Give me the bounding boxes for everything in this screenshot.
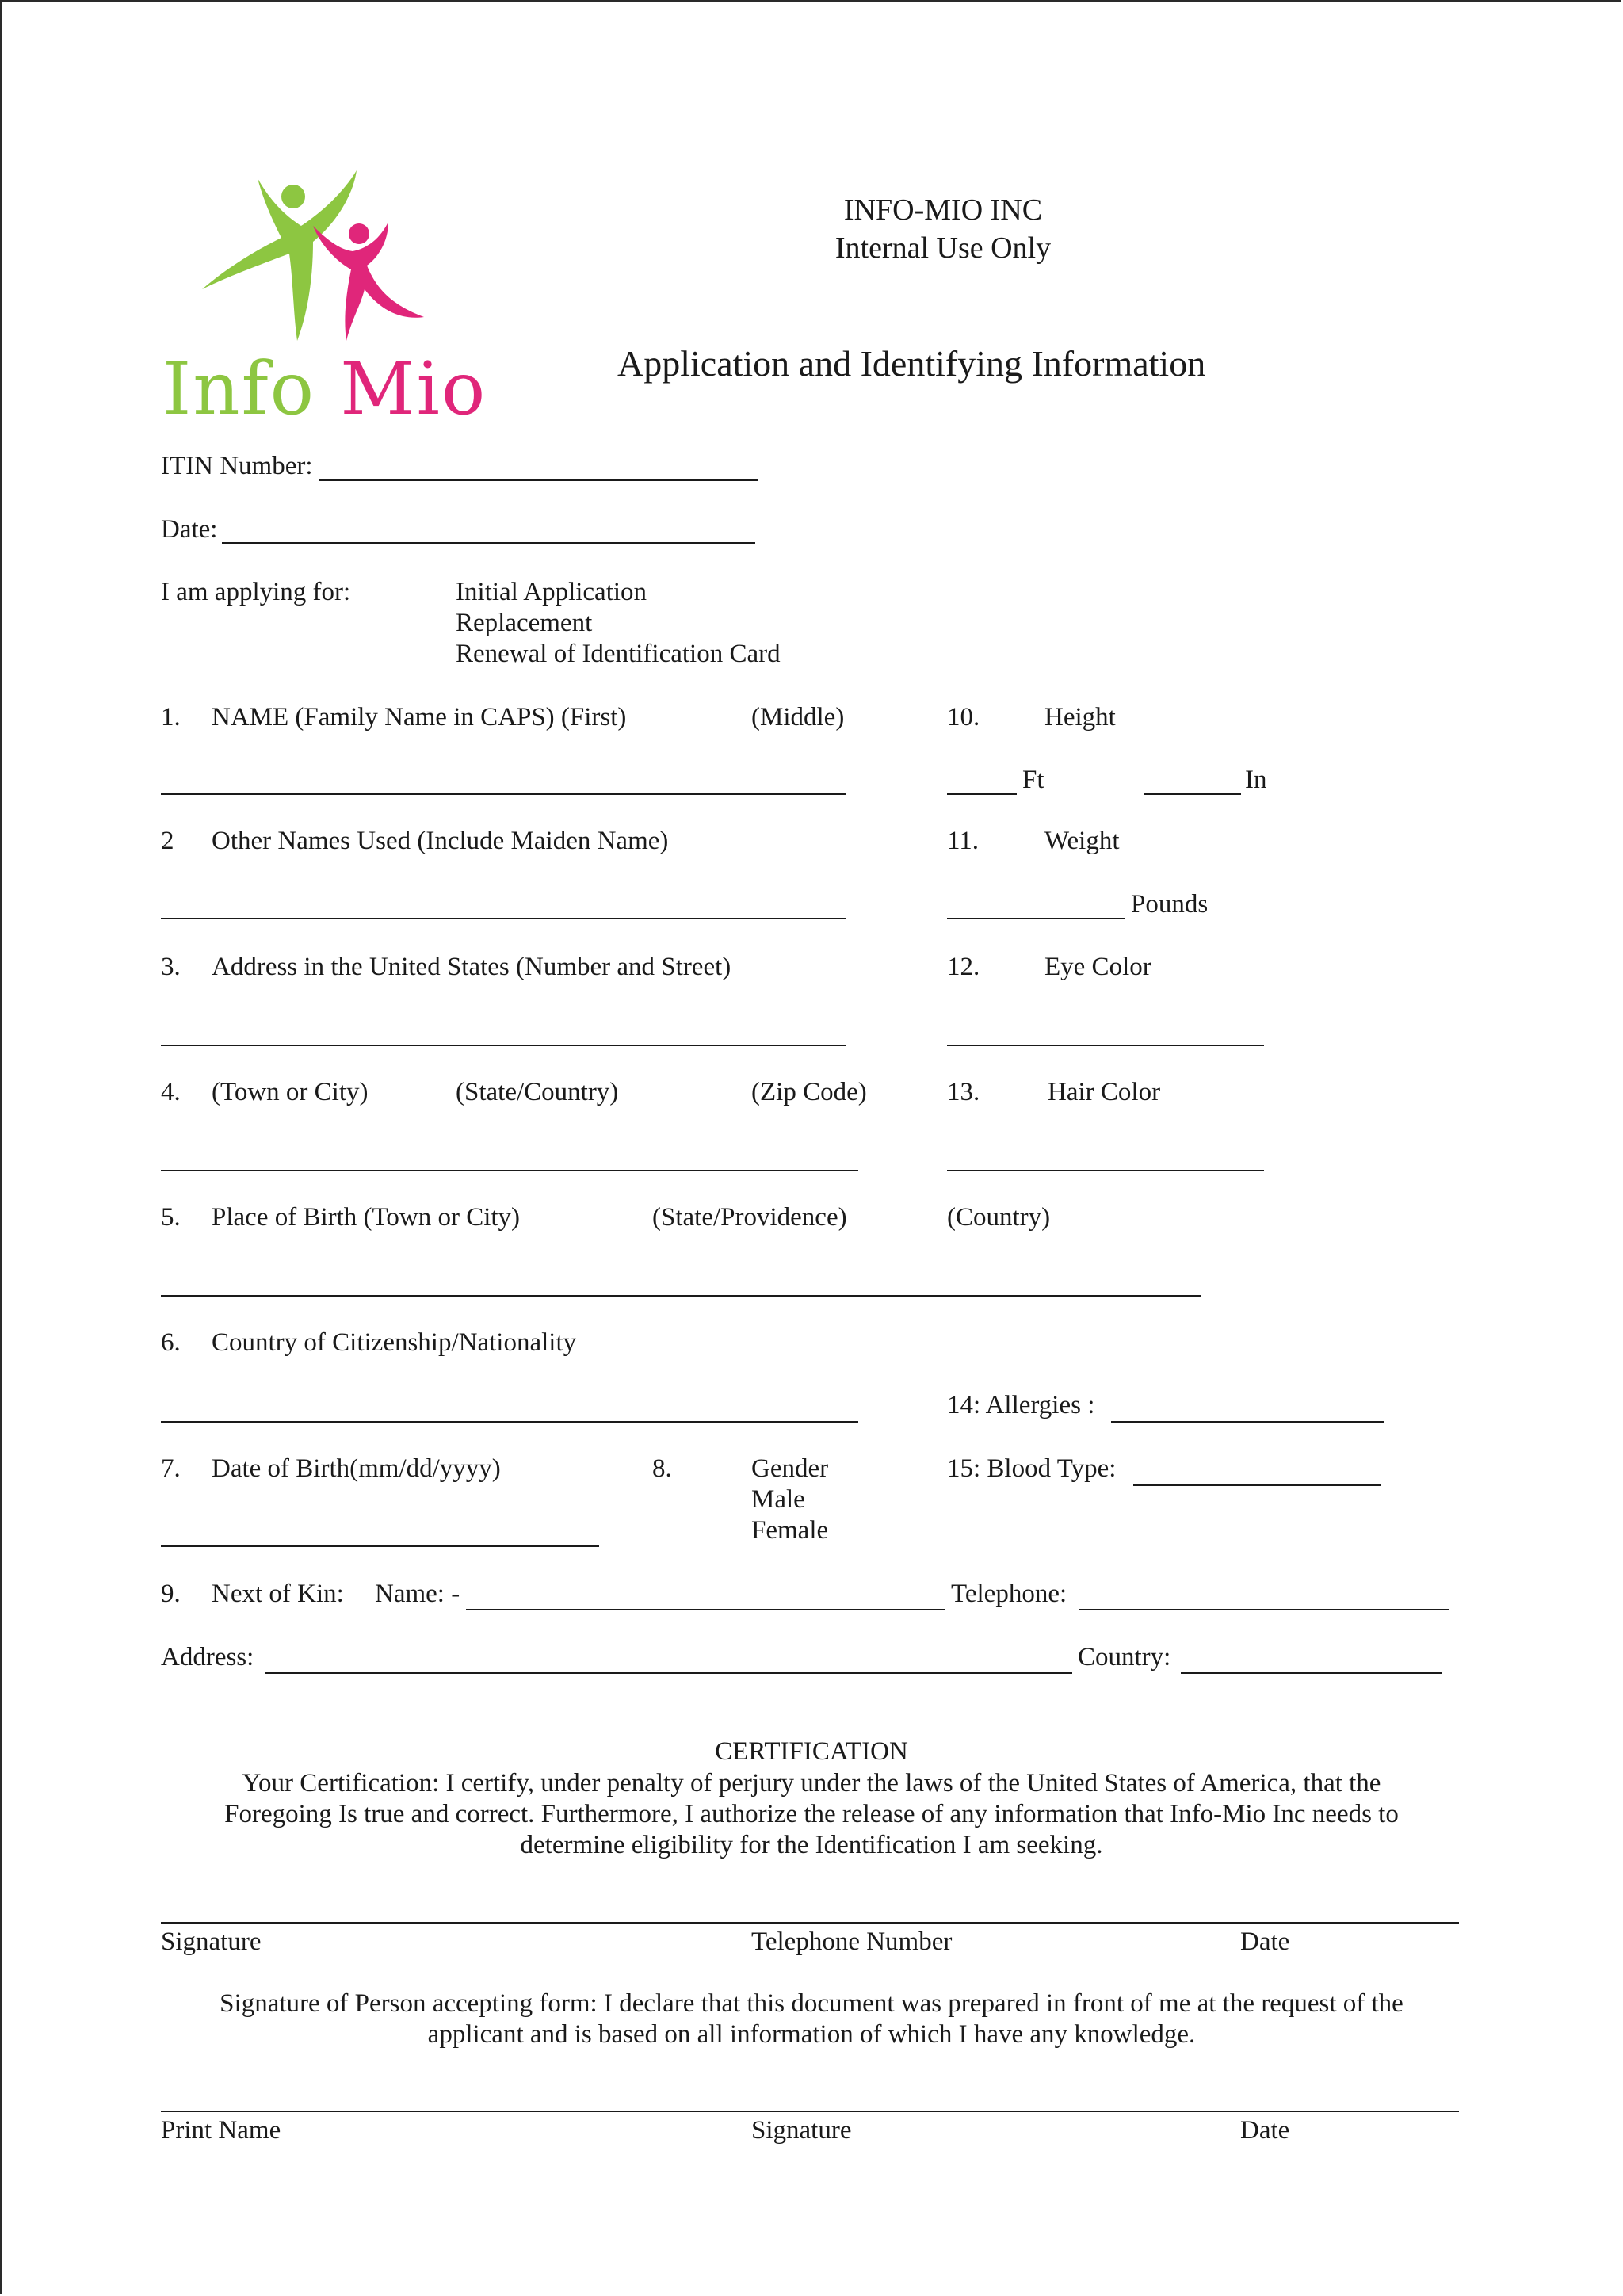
q12-label: Eye Color [1044, 953, 1151, 981]
kin-telephone-field[interactable] [1079, 1609, 1449, 1610]
certification-text-line-3: determine eligibility for the Identification I am seeking. [520, 1831, 1103, 1859]
q8-number: 8. [652, 1454, 672, 1483]
weight-pounds-label: Pounds [1131, 890, 1209, 919]
kin-name-field[interactable] [466, 1609, 945, 1610]
acceptance-text-line-1: Signature of Person accepting form: I declare that this document was prepared in front of me at the request of the [220, 1989, 1403, 2018]
q11-number: 11. [947, 827, 980, 855]
allergies-field[interactable] [1111, 1421, 1384, 1423]
q4-town-label: (Town or City) [212, 1078, 369, 1106]
q13-number: 13. [947, 1078, 980, 1106]
place-of-birth-field[interactable] [161, 1295, 1201, 1297]
q2-label: Other Names Used (Include Maiden Name) [212, 827, 669, 855]
address-city-field[interactable] [161, 1170, 858, 1171]
address-street-field[interactable] [161, 1045, 846, 1046]
q9-label: Next of Kin: [212, 1580, 344, 1608]
q3-label: Address in the United States (Number and Street) [212, 953, 731, 981]
q8-label: Gender [751, 1454, 829, 1483]
gender-male-option[interactable]: Male [751, 1485, 805, 1514]
internal-use-note: Internal Use Only [834, 231, 1052, 265]
q1-label: NAME (Family Name in CAPS) (First) [212, 703, 627, 732]
logo-text-mio: Mio [340, 346, 487, 431]
applying-label: I am applying for: [161, 578, 351, 606]
kin-country-label: Country: [1078, 1643, 1171, 1671]
height-ft-label: Ft [1022, 766, 1044, 794]
certification-date-label: Date [1240, 1927, 1290, 1956]
acceptance-signature-label: Signature [751, 2116, 852, 2145]
option-renewal[interactable]: Renewal of Identification Card [456, 640, 781, 668]
kin-name-label: Name: - [375, 1580, 460, 1608]
certification-telephone-label: Telephone Number [751, 1927, 953, 1956]
q7-label: Date of Birth(mm/dd/yyyy) [212, 1454, 501, 1483]
q4-number: 4. [161, 1078, 181, 1106]
q7-number: 7. [161, 1454, 181, 1483]
logo-text-info: Info [162, 346, 316, 431]
gender-female-option[interactable]: Female [751, 1516, 829, 1545]
q1-number: 1. [161, 703, 181, 732]
date-label: Date: [161, 515, 218, 544]
date-of-birth-field[interactable] [161, 1545, 599, 1547]
certification-signature-label: Signature [161, 1927, 262, 1956]
q3-number: 3. [161, 953, 181, 981]
q14-label: 14: Allergies : [947, 1391, 1095, 1419]
q5-country-label: (Country) [947, 1203, 1051, 1232]
acceptance-print-name-label: Print Name [161, 2116, 281, 2145]
q10-number: 10. [947, 703, 980, 732]
q1-middle-label: (Middle) [751, 703, 845, 732]
height-ft-field[interactable] [947, 793, 1017, 795]
certification-text-line-1: Your Certification: I certify, under penalty of perjury under the laws of the United States of America, that the [242, 1769, 1381, 1797]
certification-text-line-2: Foregoing Is true and correct. Furthermore, I authorize the release of any information that Info-Mio Inc needs to [224, 1800, 1399, 1828]
q5-number: 5. [161, 1203, 181, 1232]
certification-heading: CERTIFICATION [715, 1737, 908, 1766]
q6-label: Country of Citizenship/Nationality [212, 1328, 577, 1357]
eye-color-field[interactable] [947, 1045, 1264, 1046]
acceptance-signature-line[interactable] [161, 2111, 1459, 2112]
q6-number: 6. [161, 1328, 181, 1357]
q5-label: Place of Birth (Town or City) [212, 1203, 521, 1232]
q9-number: 9. [161, 1580, 181, 1608]
acceptance-text-line-2: applicant and is based on all information of which I have any knowledge. [427, 2020, 1196, 2049]
height-in-field[interactable] [1144, 793, 1241, 795]
itin-field[interactable] [319, 479, 758, 481]
kin-address-field[interactable] [265, 1672, 1072, 1674]
acceptance-date-label: Date [1240, 2116, 1290, 2145]
kin-address-label: Address: [161, 1643, 254, 1671]
height-in-label: In [1245, 766, 1267, 794]
other-names-field[interactable] [161, 918, 846, 919]
q10-label: Height [1044, 703, 1116, 732]
weight-field[interactable] [947, 918, 1125, 919]
q15-label: 15: Blood Type: [947, 1454, 1117, 1483]
q2-number: 2 [161, 827, 174, 855]
itin-label: ITIN Number: [161, 452, 313, 480]
certification-signature-line[interactable] [161, 1922, 1459, 1924]
citizenship-field[interactable] [161, 1421, 858, 1423]
company-logo [162, 162, 487, 432]
hair-color-field[interactable] [947, 1170, 1264, 1171]
q11-label: Weight [1044, 827, 1120, 855]
q12-number: 12. [947, 953, 980, 981]
kin-telephone-label: Telephone: [951, 1580, 1067, 1608]
name-field[interactable] [161, 793, 846, 795]
company-name: INFO-MIO INC [843, 193, 1043, 227]
option-replacement[interactable]: Replacement [456, 609, 593, 637]
kin-country-field[interactable] [1181, 1672, 1442, 1674]
option-initial-application[interactable]: Initial Application [456, 578, 647, 606]
form-title: Application and Identifying Information [617, 343, 1206, 384]
q13-label: Hair Color [1048, 1078, 1161, 1106]
logo-figures-icon [162, 162, 468, 353]
date-field[interactable] [222, 542, 755, 544]
q4-zip-label: (Zip Code) [751, 1078, 867, 1106]
q5-state-label: (State/Providence) [652, 1203, 847, 1232]
blood-type-field[interactable] [1133, 1484, 1381, 1486]
q4-state-label: (State/Country) [456, 1078, 619, 1106]
